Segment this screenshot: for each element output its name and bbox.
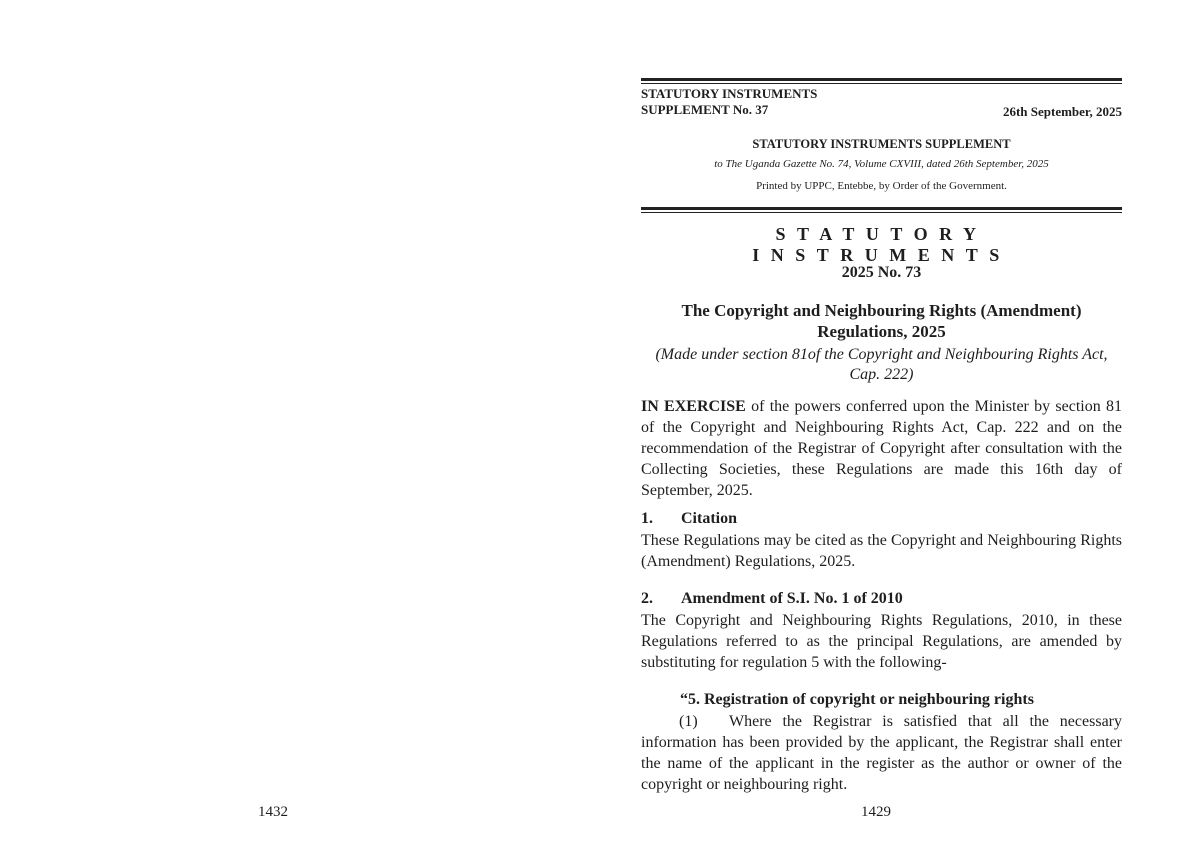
left-page-number: 1432 [258, 804, 288, 820]
preamble-lead: IN EXERCISE [641, 398, 746, 415]
section-1-title: Citation [681, 510, 737, 527]
section-1-number: 1. [641, 510, 653, 527]
preamble-paragraph [641, 396, 1122, 501]
statutory-instruments-banner: STATUTORY INSTRUMENTS [752, 224, 1011, 265]
header-top-rule [641, 78, 1122, 84]
regulation-title: The Copyright and Neighbouring Rights (Amendment) Regulations, 2025 [681, 301, 1082, 341]
header-line2: SUPPLEMENT No. 37 [641, 102, 769, 117]
inserted-regulation-text [641, 711, 1122, 795]
supplement-title: STATUTORY INSTRUMENTS SUPPLEMENT [752, 137, 1011, 151]
inserted-regulation-heading: “5. Registration of copyright or neighbouring rights [680, 691, 1034, 708]
right-page-number: 1429 [861, 804, 891, 820]
section-2-text: The Copyright and Neighbouring Rights Regulations, 2010, in these Regulations referred to as the principal Regulations, are amended by substituting for regulation 5 with the following- [641, 612, 1122, 671]
section-2-title: Amendment of S.I. No. 1 of 2010 [681, 590, 903, 607]
supplement-subtitle: to The Uganda Gazette No. 74, Volume CXVIII, dated 26th September, 2025 [714, 158, 1049, 170]
section-rule [641, 207, 1122, 213]
running-header [641, 86, 817, 118]
section-2-number: 2. [641, 590, 653, 607]
section-2-heading [641, 590, 1122, 608]
header-line1: STATUTORY INSTRUMENTS [641, 86, 818, 101]
subregulation-number: (1) [679, 713, 698, 730]
si-number: 2025 No. 73 [841, 264, 922, 281]
header-date: 26th September, 2025 [1002, 104, 1122, 119]
made-under-note: (Made under section 81of the Copyright and Neighbouring Rights Act, Cap. 222) [655, 346, 1108, 383]
section-1-heading [641, 510, 1122, 528]
section-1-text: These Regulations may be cited as the Copyright and Neighbouring Rights (Amendment) Regulations, 2025. [641, 532, 1122, 570]
preamble-text: of the powers conferred upon the Minister by section 81 of the Copyright and Neighbouring Rights Act, Cap. 222 and on the recommendation of the Registrar of Copyright after consultation with the Collecting Societies, these Regulations are made this 16th day of September, 2025. [641, 398, 1122, 499]
printed-by-line: Printed by UPPC, Entebbe, by Order of the Government. [756, 180, 1007, 192]
subregulation-text: Where the Registrar is satisfied that all the necessary information has been provided by the applicant, the Registrar shall enter the name of the applicant in the register as the author or owner of the copyright or neighbouring right. [641, 713, 1122, 793]
